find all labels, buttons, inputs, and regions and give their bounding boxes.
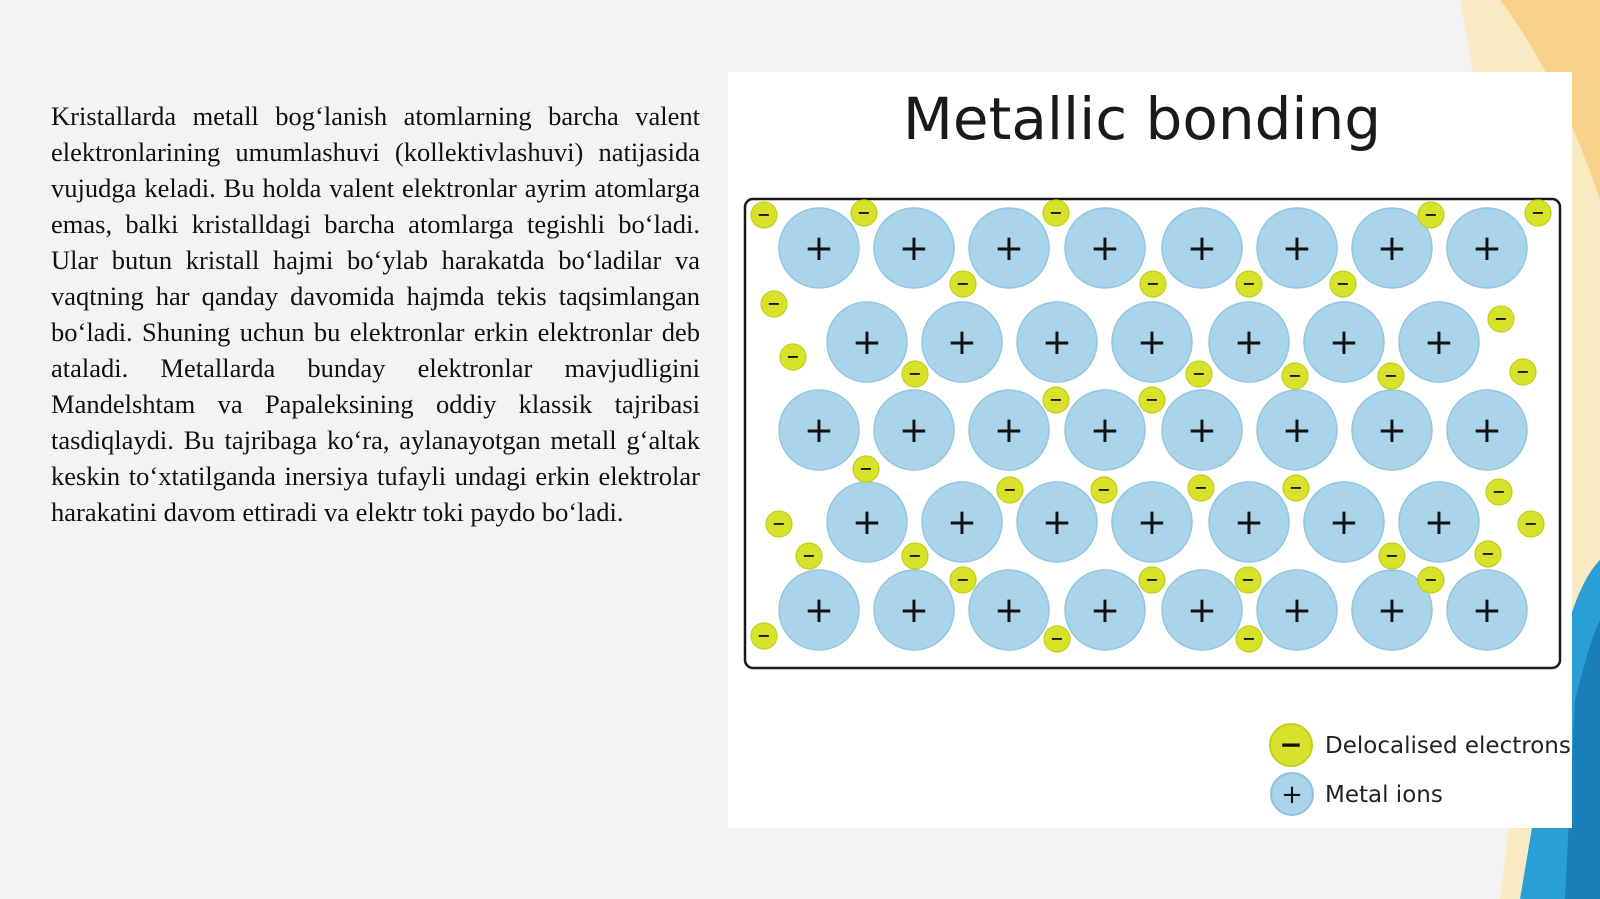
svg-text:−: − [767,294,781,313]
svg-text:−: − [1241,570,1255,589]
delocalised-electron [1139,567,1165,593]
metal-ion [969,390,1049,470]
delocalised-electron [1378,363,1404,389]
svg-text:−: − [1336,274,1350,293]
svg-text:+: + [1136,502,1168,543]
svg-text:+: + [851,502,883,543]
metal-ion [1257,390,1337,470]
delocalised-electron [1044,626,1070,652]
svg-text:−: − [1145,390,1159,409]
svg-text:−: − [1481,544,1495,563]
svg-text:−: − [1242,629,1256,648]
svg-text:−: − [772,514,786,533]
svg-text:−: − [1049,203,1063,222]
metal-ion [922,482,1002,562]
svg-text:+: + [1186,410,1218,451]
svg-text:+: + [1423,322,1455,363]
svg-text:+: + [1233,322,1265,363]
metal-ion [1065,570,1145,650]
metal-ion [1447,208,1527,288]
metal-ion [1162,570,1242,650]
svg-text:+: + [1471,228,1503,269]
svg-text:−: − [857,203,871,222]
svg-text:+: + [898,410,930,451]
svg-text:+: + [946,322,978,363]
metal-ion [922,302,1002,382]
svg-text:+: + [993,228,1025,269]
svg-text:+: + [1281,590,1313,631]
delocalised-electron [761,291,787,317]
svg-text:+: + [1423,502,1455,543]
delocalised-electron [751,202,777,228]
metal-ion [827,302,907,382]
svg-text:−: − [1049,390,1063,409]
delocalised-electron [1379,543,1405,569]
svg-text:−: − [1516,362,1530,381]
svg-text:+: + [993,410,1025,451]
legend-electron-marker [1270,724,1312,766]
delocalised-electron [853,456,879,482]
svg-text:+: + [851,322,883,363]
svg-text:+: + [1471,590,1503,631]
delocalised-electron [1091,477,1117,503]
delocalised-electron [1188,475,1214,501]
delocalised-electron [1186,361,1212,387]
legend-ion-label: Metal ions [1325,782,1443,808]
delocalised-electron [1525,200,1551,226]
svg-text:−: − [1194,478,1208,497]
metal-ion [1017,302,1097,382]
svg-text:+: + [898,590,930,631]
legend-ion-marker [1271,773,1313,815]
svg-text:−: − [1424,570,1438,589]
metal-ion [1065,208,1145,288]
delocalised-electron [1043,200,1069,226]
svg-text:+: + [1376,228,1408,269]
svg-text:+: + [1328,502,1360,543]
svg-text:−: − [1531,203,1545,222]
lattice-frame [745,199,1560,668]
svg-text:−: − [1192,364,1206,383]
metal-ion [1112,482,1192,562]
svg-text:−: − [1289,478,1303,497]
svg-text:−: − [802,546,816,565]
svg-text:−: − [1385,546,1399,565]
metal-ion [1162,208,1242,288]
metal-ion [1209,302,1289,382]
svg-text:−: − [908,364,922,383]
delocalised-electron [997,477,1023,503]
metal-ion [779,390,859,470]
legend-electron-label: Delocalised electrons [1325,733,1571,759]
delocalised-electron [1236,626,1262,652]
svg-text:+: + [1281,780,1303,810]
svg-text:+: + [1233,502,1265,543]
metal-ion [874,570,954,650]
delocalised-electron [780,344,806,370]
metal-ion [1209,482,1289,562]
svg-text:+: + [1328,322,1360,363]
body-paragraph: Kristallarda metall bog‘lanish atomlarning barcha valent elektronlarining umumlashuvi (kollektivlashuvi) natijasida vujudga keladi. Bu holda valent elektronlar ayrim atomlarga emas, balki kristalldagi barcha atomlarga tegishli bo‘ladi. Ular butun kristall hajmi bo‘ylab harakatda bo‘ladilar va vaqtning har qanday davomida hajmda tekis taqsimlangan bo‘ladi. Shuning uchun bu elektronlar erkin elektronlar deb ataladi. Metallarda bunday elektronlar mavjudligini Mandelshtam va Papaleksining oddiy klassik tajribasi tasdiqlaydi. Bu tajribaga ko‘ra, aylanayotgan metall g‘altak keskin to‘xtatilganda inersiya tufayli undagi erkin elektrolar harakatini davom ettiradi va elektr toki paydo bo‘ladi. [51,101,700,527]
delocalised-electron [1140,271,1166,297]
delocalised-electron [1486,479,1512,505]
svg-text:−: − [1424,205,1438,224]
delocalised-electron [1282,363,1308,389]
svg-text:−: − [757,626,771,645]
svg-text:−: − [1494,309,1508,328]
svg-text:+: + [1089,228,1121,269]
svg-text:+: + [1089,590,1121,631]
svg-text:+: + [1136,322,1168,363]
svg-text:+: + [1471,410,1503,451]
delocalised-electron [1418,567,1444,593]
delocalised-electron [1518,511,1544,537]
svg-text:−: − [1050,629,1064,648]
delocalised-electron [902,543,928,569]
legend [1270,724,1571,815]
metal-ion [1257,570,1337,650]
metal-ion [1447,570,1527,650]
delocalised-electron [950,271,976,297]
metal-ion [1304,302,1384,382]
svg-text:−: − [1145,570,1159,589]
svg-text:+: + [1089,410,1121,451]
svg-text:+: + [1041,502,1073,543]
svg-text:−: − [908,546,922,565]
svg-text:−: − [859,459,873,478]
svg-text:+: + [1281,228,1313,269]
diagram-title: Metallic bonding [902,85,1382,153]
delocalised-electron [1236,271,1262,297]
metal-ion [1399,302,1479,382]
metal-ion [969,570,1049,650]
svg-text:+: + [803,410,835,451]
svg-text:+: + [1376,410,1408,451]
svg-text:−: − [1492,482,1506,501]
svg-text:−: − [956,274,970,293]
delocalised-electron [1235,567,1261,593]
svg-text:−: − [1524,514,1538,533]
metal-ion [779,208,859,288]
svg-text:+: + [946,502,978,543]
delocalised-electron [796,543,822,569]
delocalised-electron [751,623,777,649]
delocalised-electron [902,361,928,387]
svg-text:+: + [1281,410,1313,451]
svg-text:+: + [993,590,1025,631]
svg-text:−: − [1288,366,1302,385]
metal-ion [1112,302,1192,382]
metal-ion [969,208,1049,288]
metal-ion [1447,390,1527,470]
svg-text:+: + [803,590,835,631]
metal-ion [1257,208,1337,288]
metal-ion [779,570,859,650]
svg-text:+: + [898,228,930,269]
delocalised-electron [1139,387,1165,413]
delocalised-electron [1283,475,1309,501]
svg-text:−: − [1384,366,1398,385]
svg-text:−: − [1146,274,1160,293]
svg-text:−: − [1242,274,1256,293]
metal-ion [827,482,907,562]
metal-ion [874,208,954,288]
svg-text:−: − [956,570,970,589]
svg-text:+: + [1376,590,1408,631]
delocalised-electron [1475,541,1501,567]
svg-text:+: + [1186,228,1218,269]
svg-text:−: − [757,205,771,224]
metal-ion [1399,482,1479,562]
metal-ion [1304,482,1384,562]
delocalised-electron [1488,306,1514,332]
svg-text:−: − [786,347,800,366]
metal-ion [1017,482,1097,562]
metal-ion [1352,390,1432,470]
svg-text:+: + [1186,590,1218,631]
delocalised-electron [1418,202,1444,228]
metal-ion [1065,390,1145,470]
delocalised-electron [1510,359,1536,385]
svg-text:−: − [1003,480,1017,499]
delocalised-electron [950,567,976,593]
svg-text:+: + [803,228,835,269]
metal-ion [1162,390,1242,470]
svg-text:−: − [1279,728,1303,761]
delocalised-electron [1043,387,1069,413]
svg-text:−: − [1097,480,1111,499]
delocalised-electron [851,200,877,226]
delocalised-electron [1330,271,1356,297]
metal-ion [874,390,954,470]
delocalised-electron [766,511,792,537]
svg-text:+: + [1041,322,1073,363]
metallic-bonding-figure [728,72,1572,828]
